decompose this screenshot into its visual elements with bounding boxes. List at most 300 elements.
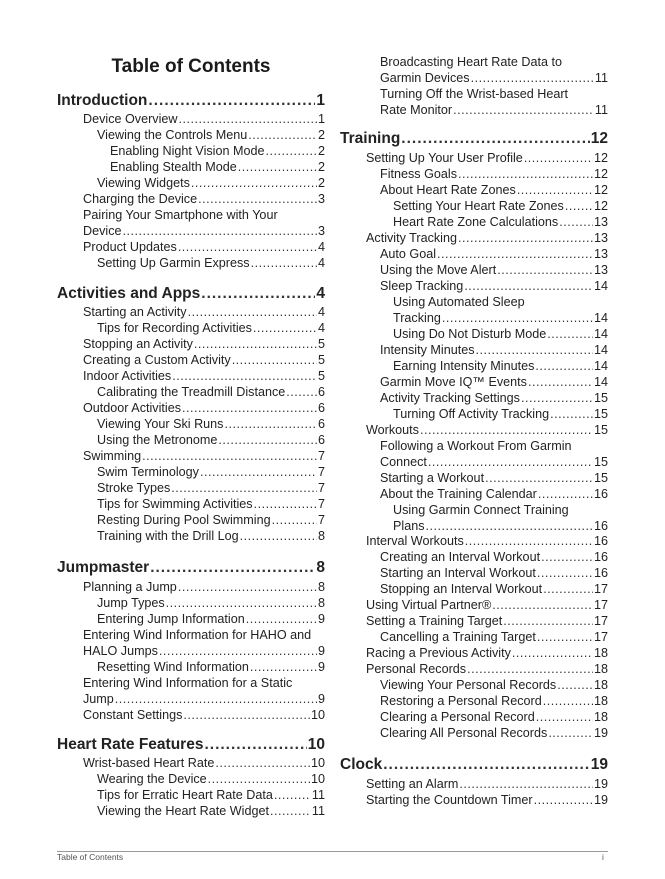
toc-page-number: 4 <box>317 240 325 254</box>
toc-entry-title: Wearing the Device <box>97 772 207 786</box>
toc-page-number: 5 <box>317 369 325 383</box>
toc-entry[interactable] <box>380 390 608 406</box>
toc-entry-title: Creating a Custom Activity <box>83 353 231 367</box>
toc-entry[interactable] <box>110 143 325 159</box>
toc-entry-title: Using the Move Alert <box>380 263 497 277</box>
dot-leader <box>467 661 593 677</box>
toc-entry[interactable] <box>97 611 325 627</box>
toc-page-number: 12 <box>593 151 608 165</box>
toc-page-number: 7 <box>317 465 325 479</box>
dot-leader <box>178 111 317 127</box>
toc-entry[interactable] <box>83 191 325 207</box>
toc-entry-title: Outdoor Activities <box>83 401 181 415</box>
toc-entry-title: Entering Jump Information <box>97 612 245 626</box>
toc-page-number: 11 <box>311 804 325 818</box>
toc-page-number: 3 <box>317 224 325 238</box>
toc-page-number: 2 <box>317 160 325 174</box>
toc-entry[interactable] <box>97 384 325 400</box>
dot-leader <box>194 336 317 352</box>
toc-entry[interactable] <box>83 675 325 691</box>
toc-entry-title: Personal Records <box>366 662 467 676</box>
footer-label: Table of Contents <box>57 852 124 862</box>
dot-leader <box>204 735 306 755</box>
dot-leader <box>471 70 594 86</box>
toc-entry-title: Enabling Stealth Mode <box>110 160 237 174</box>
toc-entry-title: Tracking <box>393 311 441 325</box>
dot-leader <box>535 358 593 374</box>
toc-entry[interactable] <box>380 86 608 102</box>
dot-leader <box>521 390 593 406</box>
toc-page-number: 1 <box>317 112 325 126</box>
toc-page-number: 18 <box>593 646 608 660</box>
toc-page-number: 1 <box>316 92 325 109</box>
toc-entry-title: Connect <box>380 455 427 469</box>
toc-page-number: 19 <box>590 756 608 773</box>
dot-leader <box>420 422 593 438</box>
dot-leader <box>115 691 317 707</box>
toc-entry[interactable] <box>380 70 608 86</box>
toc-entry[interactable] <box>97 127 325 143</box>
toc-page-number: 7 <box>317 449 325 463</box>
toc-entry[interactable] <box>380 438 608 454</box>
toc-entry[interactable] <box>83 336 325 352</box>
toc-entry[interactable] <box>366 230 608 246</box>
toc-entry[interactable] <box>366 792 608 808</box>
toc-entry-title: Setting an Alarm <box>366 777 459 791</box>
toc-page-number: 7 <box>317 481 325 495</box>
toc-entry[interactable] <box>83 368 325 384</box>
toc-page-number: 12 <box>590 130 608 147</box>
toc-page-number: 16 <box>593 534 608 548</box>
toc-entry[interactable] <box>83 207 325 223</box>
dot-leader <box>442 310 593 326</box>
toc-entry[interactable] <box>380 342 608 358</box>
toc-entry-title: Racing a Previous Activity <box>366 646 511 660</box>
toc-entry[interactable] <box>380 725 608 741</box>
dot-leader <box>534 792 593 808</box>
toc-entry[interactable] <box>110 159 325 175</box>
toc-entry-title: Viewing the Heart Rate Widget <box>97 804 269 818</box>
toc-entry[interactable] <box>393 214 608 230</box>
toc-entry-title: Product Updates <box>83 240 177 254</box>
toc-entry[interactable] <box>83 400 325 416</box>
dot-leader <box>198 191 317 207</box>
dot-leader <box>428 454 593 470</box>
dot-leader <box>548 725 593 741</box>
toc-page-number: 4 <box>317 256 325 270</box>
toc-entry-title: Interval Workouts <box>366 534 464 548</box>
toc-page-number: 19 <box>593 777 608 791</box>
toc-entry-title: Fitness Goals <box>380 167 457 181</box>
dot-leader <box>246 611 317 627</box>
dot-leader <box>240 528 317 544</box>
toc-section-entry[interactable] <box>340 129 608 149</box>
dot-leader <box>536 709 593 725</box>
toc-entry[interactable] <box>380 102 608 118</box>
toc-entry[interactable] <box>393 358 608 374</box>
toc-entry[interactable] <box>83 643 325 659</box>
toc-page-number: 14 <box>593 279 608 293</box>
toc-entry[interactable] <box>366 422 608 438</box>
toc-entry[interactable] <box>97 175 325 191</box>
toc-entry-title: Calibrating the Treadmill Distance <box>97 385 286 399</box>
toc-entry-title: Workouts <box>366 423 419 437</box>
toc-entry-title: Training <box>340 130 401 147</box>
dot-leader <box>458 166 593 182</box>
toc-entry-title: Following a Workout From Garmin <box>380 439 572 453</box>
dot-leader <box>547 326 593 342</box>
toc-entry[interactable] <box>380 454 608 470</box>
toc-entry[interactable] <box>366 645 608 661</box>
toc-entry-title: Auto Goal <box>380 247 437 261</box>
dot-leader <box>254 496 317 512</box>
toc-entry-title: Training with the Drill Log <box>97 529 239 543</box>
toc-page-number: 2 <box>317 176 325 190</box>
toc-page-number: 16 <box>593 550 608 564</box>
toc-entry-title: Viewing the Controls Menu <box>97 128 248 142</box>
dot-leader <box>250 659 317 675</box>
toc-entry[interactable] <box>380 262 608 278</box>
toc-page-number: 15 <box>593 407 608 421</box>
toc-section-entry[interactable] <box>57 91 325 111</box>
toc-entry[interactable] <box>83 627 325 643</box>
dot-leader <box>274 787 311 803</box>
toc-entry[interactable] <box>97 255 325 271</box>
toc-page-number: 18 <box>593 710 608 724</box>
toc-entry-title: Resetting Wind Information <box>97 660 249 674</box>
toc-page-number: 19 <box>593 726 608 740</box>
toc-page-number: 19 <box>593 793 608 807</box>
toc-section-entry[interactable] <box>57 284 325 304</box>
dot-leader <box>528 374 593 390</box>
toc-entry-title: Setting Up Garmin Express <box>97 256 250 270</box>
page-title: Table of Contents <box>111 56 271 77</box>
toc-entry-title: Starting a Workout <box>380 471 485 485</box>
toc-page-number: 9 <box>317 644 325 658</box>
toc-entry[interactable] <box>83 691 325 707</box>
dot-leader <box>459 776 593 792</box>
toc-entry-title: Garmin Devices <box>380 71 470 85</box>
dot-leader <box>272 512 317 528</box>
toc-entry-title: Sleep Tracking <box>380 279 464 293</box>
toc-entry[interactable] <box>83 448 325 464</box>
dot-leader <box>503 613 593 629</box>
toc-entry[interactable] <box>83 304 325 320</box>
toc-page-number: 10 <box>310 772 325 786</box>
toc-page-number: 14 <box>593 359 608 373</box>
toc-entry-title: Jump Types <box>97 596 165 610</box>
toc-entry-title: Starting the Countdown Timer <box>366 793 533 807</box>
dot-leader <box>178 239 317 255</box>
toc-page-number: 12 <box>593 183 608 197</box>
toc-entry[interactable] <box>380 182 608 198</box>
toc-section-entry[interactable] <box>340 755 608 775</box>
toc-entry[interactable] <box>366 613 608 629</box>
toc-entry[interactable] <box>83 111 325 127</box>
dot-leader <box>485 470 593 486</box>
toc-entry-title: Stroke Types <box>97 481 171 495</box>
dot-leader <box>497 262 593 278</box>
toc-entry[interactable] <box>97 787 325 803</box>
toc-entry[interactable] <box>83 352 325 368</box>
toc-page-number: 14 <box>593 311 608 325</box>
toc-entry-title: Cancelling a Training Target <box>380 630 536 644</box>
toc-entry[interactable] <box>380 54 608 70</box>
toc-page-number: 12 <box>593 167 608 181</box>
toc-page-number: 17 <box>593 630 608 644</box>
dot-leader <box>524 150 593 166</box>
toc-page-number: 7 <box>317 497 325 511</box>
toc-entry-title: Activities and Apps <box>57 285 201 302</box>
dot-leader <box>266 143 317 159</box>
dot-leader <box>512 645 593 661</box>
toc-entry[interactable] <box>380 565 608 581</box>
dot-leader <box>148 91 315 111</box>
dot-leader <box>172 368 317 384</box>
toc-entry[interactable] <box>97 512 325 528</box>
toc-page-number: 11 <box>311 788 325 802</box>
toc-section-entry[interactable] <box>57 558 325 578</box>
toc-page-number: 8 <box>317 596 325 610</box>
toc-page-number: 8 <box>316 559 325 576</box>
toc-entry-title: Constant Settings <box>83 708 183 722</box>
toc-entry-title: Plans <box>393 519 425 533</box>
toc-entry-title: About Heart Rate Zones <box>380 183 516 197</box>
toc-entry-title: Stopping an Interval Workout <box>380 582 543 596</box>
toc-entry-title: Enabling Night Vision Mode <box>110 144 265 158</box>
toc-entry-title: Using Do Not Disturb Mode <box>393 327 547 341</box>
toc-entry-title: Using Automated Sleep <box>393 295 525 309</box>
toc-entry-title: Viewing Your Personal Records <box>380 678 557 692</box>
toc-entry-title: Clearing All Personal Records <box>380 726 548 740</box>
toc-entry-title: Setting Your Heart Rate Zones <box>393 199 564 213</box>
toc-entry[interactable] <box>393 198 608 214</box>
toc-entry-title: Indoor Activities <box>83 369 172 383</box>
dot-leader <box>253 320 317 336</box>
toc-page-number: 10 <box>310 756 325 770</box>
toc-entry[interactable] <box>97 320 325 336</box>
dot-leader <box>543 581 593 597</box>
toc-entry[interactable] <box>97 803 325 819</box>
dot-leader <box>123 223 317 239</box>
toc-entry[interactable] <box>380 374 608 390</box>
toc-page-number: 6 <box>317 417 325 431</box>
toc-page-number: 9 <box>317 692 325 706</box>
dot-leader <box>557 677 593 693</box>
toc-entry[interactable] <box>97 496 325 512</box>
toc-page-number: 17 <box>593 598 608 612</box>
dot-leader <box>208 771 310 787</box>
toc-entry[interactable] <box>380 581 608 597</box>
dot-leader <box>218 432 317 448</box>
toc-entry[interactable] <box>97 416 325 432</box>
toc-entry-title: Restoring a Personal Record <box>380 694 542 708</box>
toc-entry[interactable] <box>393 406 608 422</box>
toc-page-number: 18 <box>593 678 608 692</box>
toc-entry-title: Turning Off the Wrist-based Heart <box>380 87 569 101</box>
toc-entry[interactable] <box>97 480 325 496</box>
toc-page-number: 3 <box>317 192 325 206</box>
toc-entry[interactable] <box>380 693 608 709</box>
toc-page-number: 7 <box>317 513 325 527</box>
toc-page-number: 5 <box>317 353 325 367</box>
toc-page-number: 16 <box>593 519 608 533</box>
toc-entry[interactable] <box>393 326 608 342</box>
toc-page-number: 2 <box>317 128 325 142</box>
dot-leader <box>543 693 593 709</box>
toc-entry-title: Starting an Interval Workout <box>380 566 536 580</box>
toc-page-number: 9 <box>317 612 325 626</box>
toc-entry-title: Activity Tracking <box>366 231 457 245</box>
dot-leader <box>224 416 317 432</box>
toc-entry[interactable] <box>393 502 608 518</box>
toc-entry-title: Starting an Activity <box>83 305 187 319</box>
dot-leader <box>559 214 593 230</box>
dot-leader <box>166 595 317 611</box>
toc-page-number: 4 <box>317 305 325 319</box>
dot-leader <box>270 803 311 819</box>
dot-leader <box>453 102 594 118</box>
dot-leader <box>159 643 317 659</box>
dot-leader <box>541 549 593 565</box>
toc-entry[interactable] <box>380 470 608 486</box>
toc-entry[interactable] <box>393 294 608 310</box>
toc-entry-title: Stopping an Activity <box>83 337 193 351</box>
toc-page-number: 15 <box>593 391 608 405</box>
toc-entry[interactable] <box>97 528 325 544</box>
toc-entry-title: Setting Up Your User Profile <box>366 151 523 165</box>
toc-entry-title: Tips for Swimming Activities <box>97 497 253 511</box>
dot-leader <box>517 182 593 198</box>
toc-entry-title: Wrist-based Heart Rate <box>83 756 215 770</box>
toc-page-number: 8 <box>317 529 325 543</box>
toc-entry[interactable] <box>380 166 608 182</box>
toc-page-number: 16 <box>593 487 608 501</box>
dot-leader <box>150 558 315 578</box>
toc-entry-title: Clearing a Personal Record <box>380 710 535 724</box>
dot-leader <box>465 533 593 549</box>
toc-entry-title: Entering Wind Information for HAHO and <box>83 628 312 642</box>
dot-leader <box>550 406 593 422</box>
toc-page-number: 6 <box>317 433 325 447</box>
dot-leader <box>401 129 589 149</box>
toc-section-entry[interactable] <box>57 735 325 755</box>
dot-leader <box>238 159 317 175</box>
toc-page-number: 18 <box>593 694 608 708</box>
toc-entry[interactable] <box>83 755 325 771</box>
toc-entry-title: Activity Tracking Settings <box>380 391 520 405</box>
toc-page-number: 15 <box>593 423 608 437</box>
toc-page-number: 14 <box>593 343 608 357</box>
toc-entry[interactable] <box>366 597 608 613</box>
toc-entry[interactable] <box>380 246 608 262</box>
toc-entry-title: Swimming <box>83 449 142 463</box>
footer-divider <box>57 851 608 852</box>
toc-entry-title: Using Garmin Connect Training <box>393 503 569 517</box>
toc-entry-title: Device <box>83 224 122 238</box>
toc-page-number: 16 <box>593 566 608 580</box>
toc-entry[interactable] <box>393 310 608 326</box>
toc-entry[interactable] <box>380 486 608 502</box>
toc-entry[interactable] <box>393 518 608 534</box>
toc-entry-title: Introduction <box>57 92 148 109</box>
toc-entry[interactable] <box>366 150 608 166</box>
toc-entry-title: Jumpmaster <box>57 559 150 576</box>
dot-leader <box>251 255 317 271</box>
dot-leader <box>142 448 317 464</box>
toc-entry[interactable] <box>97 659 325 675</box>
toc-entry[interactable] <box>97 464 325 480</box>
dot-leader <box>383 755 590 775</box>
toc-page-number: 2 <box>317 144 325 158</box>
toc-entry-title: Garmin Move IQ™ Events <box>380 375 527 389</box>
toc-entry[interactable] <box>366 661 608 677</box>
toc-entry[interactable] <box>380 709 608 725</box>
toc-entry[interactable] <box>83 579 325 595</box>
toc-entry-title: Heart Rate Zone Calculations <box>393 215 559 229</box>
toc-entry-title: Tips for Erratic Heart Rate Data <box>97 788 273 802</box>
toc-entry-title: Planning a Jump <box>83 580 177 594</box>
toc-entry[interactable] <box>83 707 325 723</box>
toc-page-number: 13 <box>593 231 608 245</box>
toc-entry-title: Turning Off Activity Tracking <box>393 407 550 421</box>
dot-leader <box>200 464 317 480</box>
toc-entry-title: Setting a Training Target <box>366 614 503 628</box>
toc-page-number: 4 <box>316 285 325 302</box>
toc-entry[interactable] <box>366 533 608 549</box>
toc-page-number: 6 <box>317 401 325 415</box>
toc-page-number: 13 <box>593 263 608 277</box>
toc-entry[interactable] <box>97 432 325 448</box>
dot-leader <box>188 304 317 320</box>
toc-entry-title: Charging the Device <box>83 192 198 206</box>
toc-entry[interactable] <box>380 677 608 693</box>
toc-entry[interactable] <box>97 771 325 787</box>
toc-entry-title: Entering Wind Information for a Static <box>83 676 293 690</box>
dot-leader <box>178 579 317 595</box>
toc-entry-title: Clock <box>340 756 383 773</box>
dot-leader <box>201 284 315 304</box>
toc-page-number: 14 <box>593 375 608 389</box>
toc-entry[interactable] <box>380 278 608 294</box>
dot-leader <box>492 597 593 613</box>
toc-entry[interactable] <box>97 595 325 611</box>
toc-entry-title: Tips for Recording Activities <box>97 321 252 335</box>
toc-entry[interactable] <box>83 223 325 239</box>
dot-leader <box>182 400 317 416</box>
toc-entry[interactable] <box>380 549 608 565</box>
dot-leader <box>232 352 317 368</box>
footer-page-number: i <box>602 852 604 862</box>
toc-entry[interactable] <box>366 776 608 792</box>
toc-page-number: 12 <box>593 199 608 213</box>
toc-page-number: 18 <box>593 662 608 676</box>
toc-page-number: 15 <box>593 455 608 469</box>
toc-page-number: 13 <box>593 247 608 261</box>
toc-entry-title: Jump <box>83 692 114 706</box>
toc-page-number: 11 <box>594 71 608 85</box>
toc-entry-title: Earning Intensity Minutes <box>393 359 535 373</box>
dot-leader <box>538 486 593 502</box>
toc-entry-title: Intensity Minutes <box>380 343 475 357</box>
dot-leader <box>191 175 317 191</box>
toc-page-number: 13 <box>593 215 608 229</box>
toc-entry[interactable] <box>83 239 325 255</box>
toc-entry[interactable] <box>380 629 608 645</box>
toc-entry-title: Broadcasting Heart Rate Data to <box>380 55 563 69</box>
toc-entry-title: About the Training Calendar <box>380 487 537 501</box>
dot-leader <box>537 565 593 581</box>
